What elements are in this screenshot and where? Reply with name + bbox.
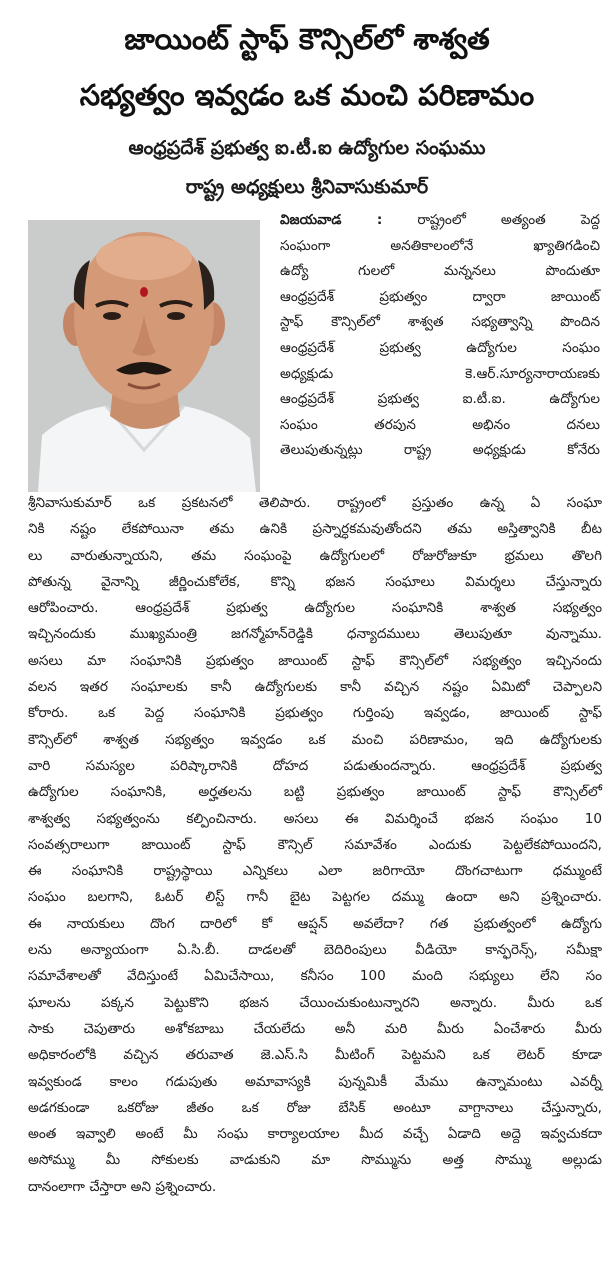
body-line: ఉద్యోగుల సంఘానికి, అర్హతలను బట్టి ప్రభుత్వం జాయింట్ స్టాఫ్ కౌన్సిల్‌లో <box>28 784 602 801</box>
body-line: ఇచ్చినందుకు ముఖ్యమంత్రి జగన్మోహన్‌రెడ్డికి ధన్యాదములు తెలుపుతూ వున్నాము. <box>28 626 602 643</box>
headline-line-2: సభ్యత్వం ఇవ్వడం ఒక మంచి పరిణామం <box>79 78 535 112</box>
body-line: సంవత్సరాలుగా జాయింట్ స్టాఫ్ కౌన్సిల్ సమావేశం ఎందుకు పెట్టలేకపోయిందని, <box>28 836 602 853</box>
body-line-last: దానంలాగా చేస్తారా అని ప్రశ్నించారు. <box>28 1178 217 1195</box>
body-line: వలన ఇతర సంఘాలకు కానీ ఉద్యోగులకు కానీ వచ్చిన నష్టం ఏమిటో చెప్పాలని <box>28 679 602 696</box>
body-line: వారి సమస్యల పరిష్కారానికి దోహద పడుతుందన్నారు. ఆంధ్రప్రదేశ్ ప్రభుత్వ <box>28 757 602 774</box>
intro-line: ఆంధ్రప్రదేశ్ ప్రభుత్వం ద్వారా జాయింట్ <box>280 288 600 305</box>
body-line: సమావేశాలతో వేదిస్తుంటే ఏమిచేసాయి, కనీసం 100 మంది సభ్యులు లేని సం <box>28 968 602 985</box>
body-line: శాశ్వత్వ సభ్యత్వంను కల్పించినారు. అసలు ఈ విమర్శించే భజన సంఘం 10 <box>28 810 602 827</box>
body-line: కోరారు. ఒక పెద్ద సంఘానికి ప్రభుత్వం గుర్తింపు ఇవ్వడం, జాయింట్ స్టాఫ్ <box>28 705 602 722</box>
intro-line: ఆంధ్రప్రదేశ్ ప్రభుత్వ ఐ.టీ.ఐ. ఉద్యోగుల <box>280 391 600 408</box>
body-line: ఈ సంఘానికి రాష్ట్రస్థాయి ఎన్నికలు ఎలా జరిగాయో దొంగచాటుగా ధమ్ముంటే <box>28 863 602 880</box>
body-line: అసోమ్ము మీ సోకులకు వాడుకుని మా సొమ్మును అత్త సొమ్ము అల్లుడు <box>28 1152 602 1169</box>
intro-line: స్టాఫ్ కౌన్సిల్‌లో శాశ్వత సభ్యత్వాన్ని పొందిన <box>280 314 600 331</box>
intro-line: సంఘం తరపున అభినం దనలు <box>280 416 600 433</box>
body-line: పోతున్న వైనాన్ని జీర్ణించుకోలేక, కొన్ని భజన సంఘాలు విమర్శలు చేస్తున్నారు <box>28 573 602 590</box>
body-line: సంఘం బలగాని, ఓటర్ లిస్ట్ గానీ బైట పెట్టగల దమ్ము ఉందా అని ప్రశ్నించారు. <box>28 889 602 906</box>
body-line: అడగకుండా ఒకరోజు జీతం ఒక రోజు బేసిక్ అంటూ వాగ్దానాలు చేస్తున్నారు, <box>28 1099 602 1116</box>
body-line: అధికారంలోకి వచ్చిన తరువాత జె.ఎస్.సి మీటింగ్ పెట్టమని ఒక లెటర్ కూడా <box>28 1047 602 1064</box>
author-photo <box>28 220 260 492</box>
article-body <box>28 490 602 1200</box>
body-line: ఈ నాయకులు దొంగ దారిలో కో ఆప్షన్ అవలేదా? గత ప్రభుత్వంలో ఉద్యోగు <box>28 915 602 932</box>
intro-line: అధ్యక్షుడు కె.ఆర్.సూర్యనారాయణకు <box>280 365 600 382</box>
intro-line-1-text: రాష్ట్రంలో అత్యంత పెద్ద <box>417 212 601 228</box>
article-intro-column <box>280 208 600 464</box>
body-line: కౌన్సిల్‌లో శాశ్వత సభ్యత్వం ఇవ్వడం ఒక మంచి పరిణామం, ఇది ఉద్యోగులకు <box>28 731 602 748</box>
portrait-illustration <box>28 220 260 492</box>
body-line: లు వారుతున్నాయని, తమ సంఘంపై ఉద్యోగులలో రోజురోజుకూ భ్రమలు తొలగి <box>28 547 602 564</box>
body-line: నికి నష్టం లేకపోయినా తమ ఉనికి ప్రస్నార్ధకమవుతోందని తమ అస్తిత్వానికి బీట <box>28 521 602 538</box>
body-line: ఇవ్వకుండ కాలం గడుపుతు అమావాస్యకి పున్నమికీ మేము ఉన్నామంటు ఎవర్నీ <box>28 1073 602 1090</box>
body-line: సాకు చెపుతారు అశోకబాబు చేయలేదు అనీ మరి మీరు ఏంచేశారు మీరు <box>28 1020 602 1037</box>
intro-line: ఆంధ్రప్రదేశ్ ప్రభుత్వ ఉద్యోగుల సంఘం <box>280 339 600 356</box>
body-line: శ్రీనివాసుకుమార్ ఒక ప్రకటనలో తెలిపారు. రాష్ట్రంలో ప్రస్తుతం ఉన్న ఏ సంఘా <box>28 495 602 511</box>
body-line: ఆరోపించారు. ఆంధ్రప్రదేశ్ ప్రభుత్వ ఉద్యోగుల సంఘానికి శాశ్వత సభ్యత్వం <box>28 600 602 617</box>
intro-line: తెలుపుతున్నట్లు రాష్ట్ర అధ్యక్షుడు కోనేరు <box>280 442 600 459</box>
body-line: ఘాలను పక్కన పెట్టుకొని భజన చేయించుకుంటున్నారని అన్నారు. మీరు ఒక <box>28 994 602 1011</box>
intro-line: ఉద్యో గులలో మన్ననలు పొందుతూ <box>280 263 600 280</box>
body-line: అసలు మా సంఘానికి ప్రభుత్వం జాయింట్ స్టాఫ్ కౌన్సిల్‌లో సభ్యత్వం ఇచ్చినందు <box>28 652 602 669</box>
subheadline-line-2: రాష్ట్ర అధ్యక్షులు శ్రీనివాసుకుమార్ <box>185 176 429 198</box>
intro-line: సంఘంగా అనతికాలంలోనే ఖ్యాతిగడించి <box>280 237 600 254</box>
subheadline-line-1: ఆంధ్రప్రదేశ్ ప్రభుత్వ ఐ.టీ.ఐ ఉద్యోగుల సంఘము <box>128 137 486 159</box>
headline-line-1: జాయింట్ స్టాఫ్ కౌన్సిల్‌లో శాశ్వత <box>124 22 490 56</box>
body-line: అంత ఇవ్వాలి అంటే మీ సంఘ కార్యాలయాల మీద వచ్చే ఏడాది అద్దె ఇవ్వచుకదా <box>28 1126 602 1143</box>
body-line: లను అన్యాయంగా ఏ.సి.బీ. దాడలతో బెదిరింపులు వీడియో కాన్ఫరెన్స్, సమీక్షా <box>28 942 602 959</box>
intro-line-1 <box>280 208 600 234</box>
dateline: విజయవాడ : <box>280 212 383 228</box>
